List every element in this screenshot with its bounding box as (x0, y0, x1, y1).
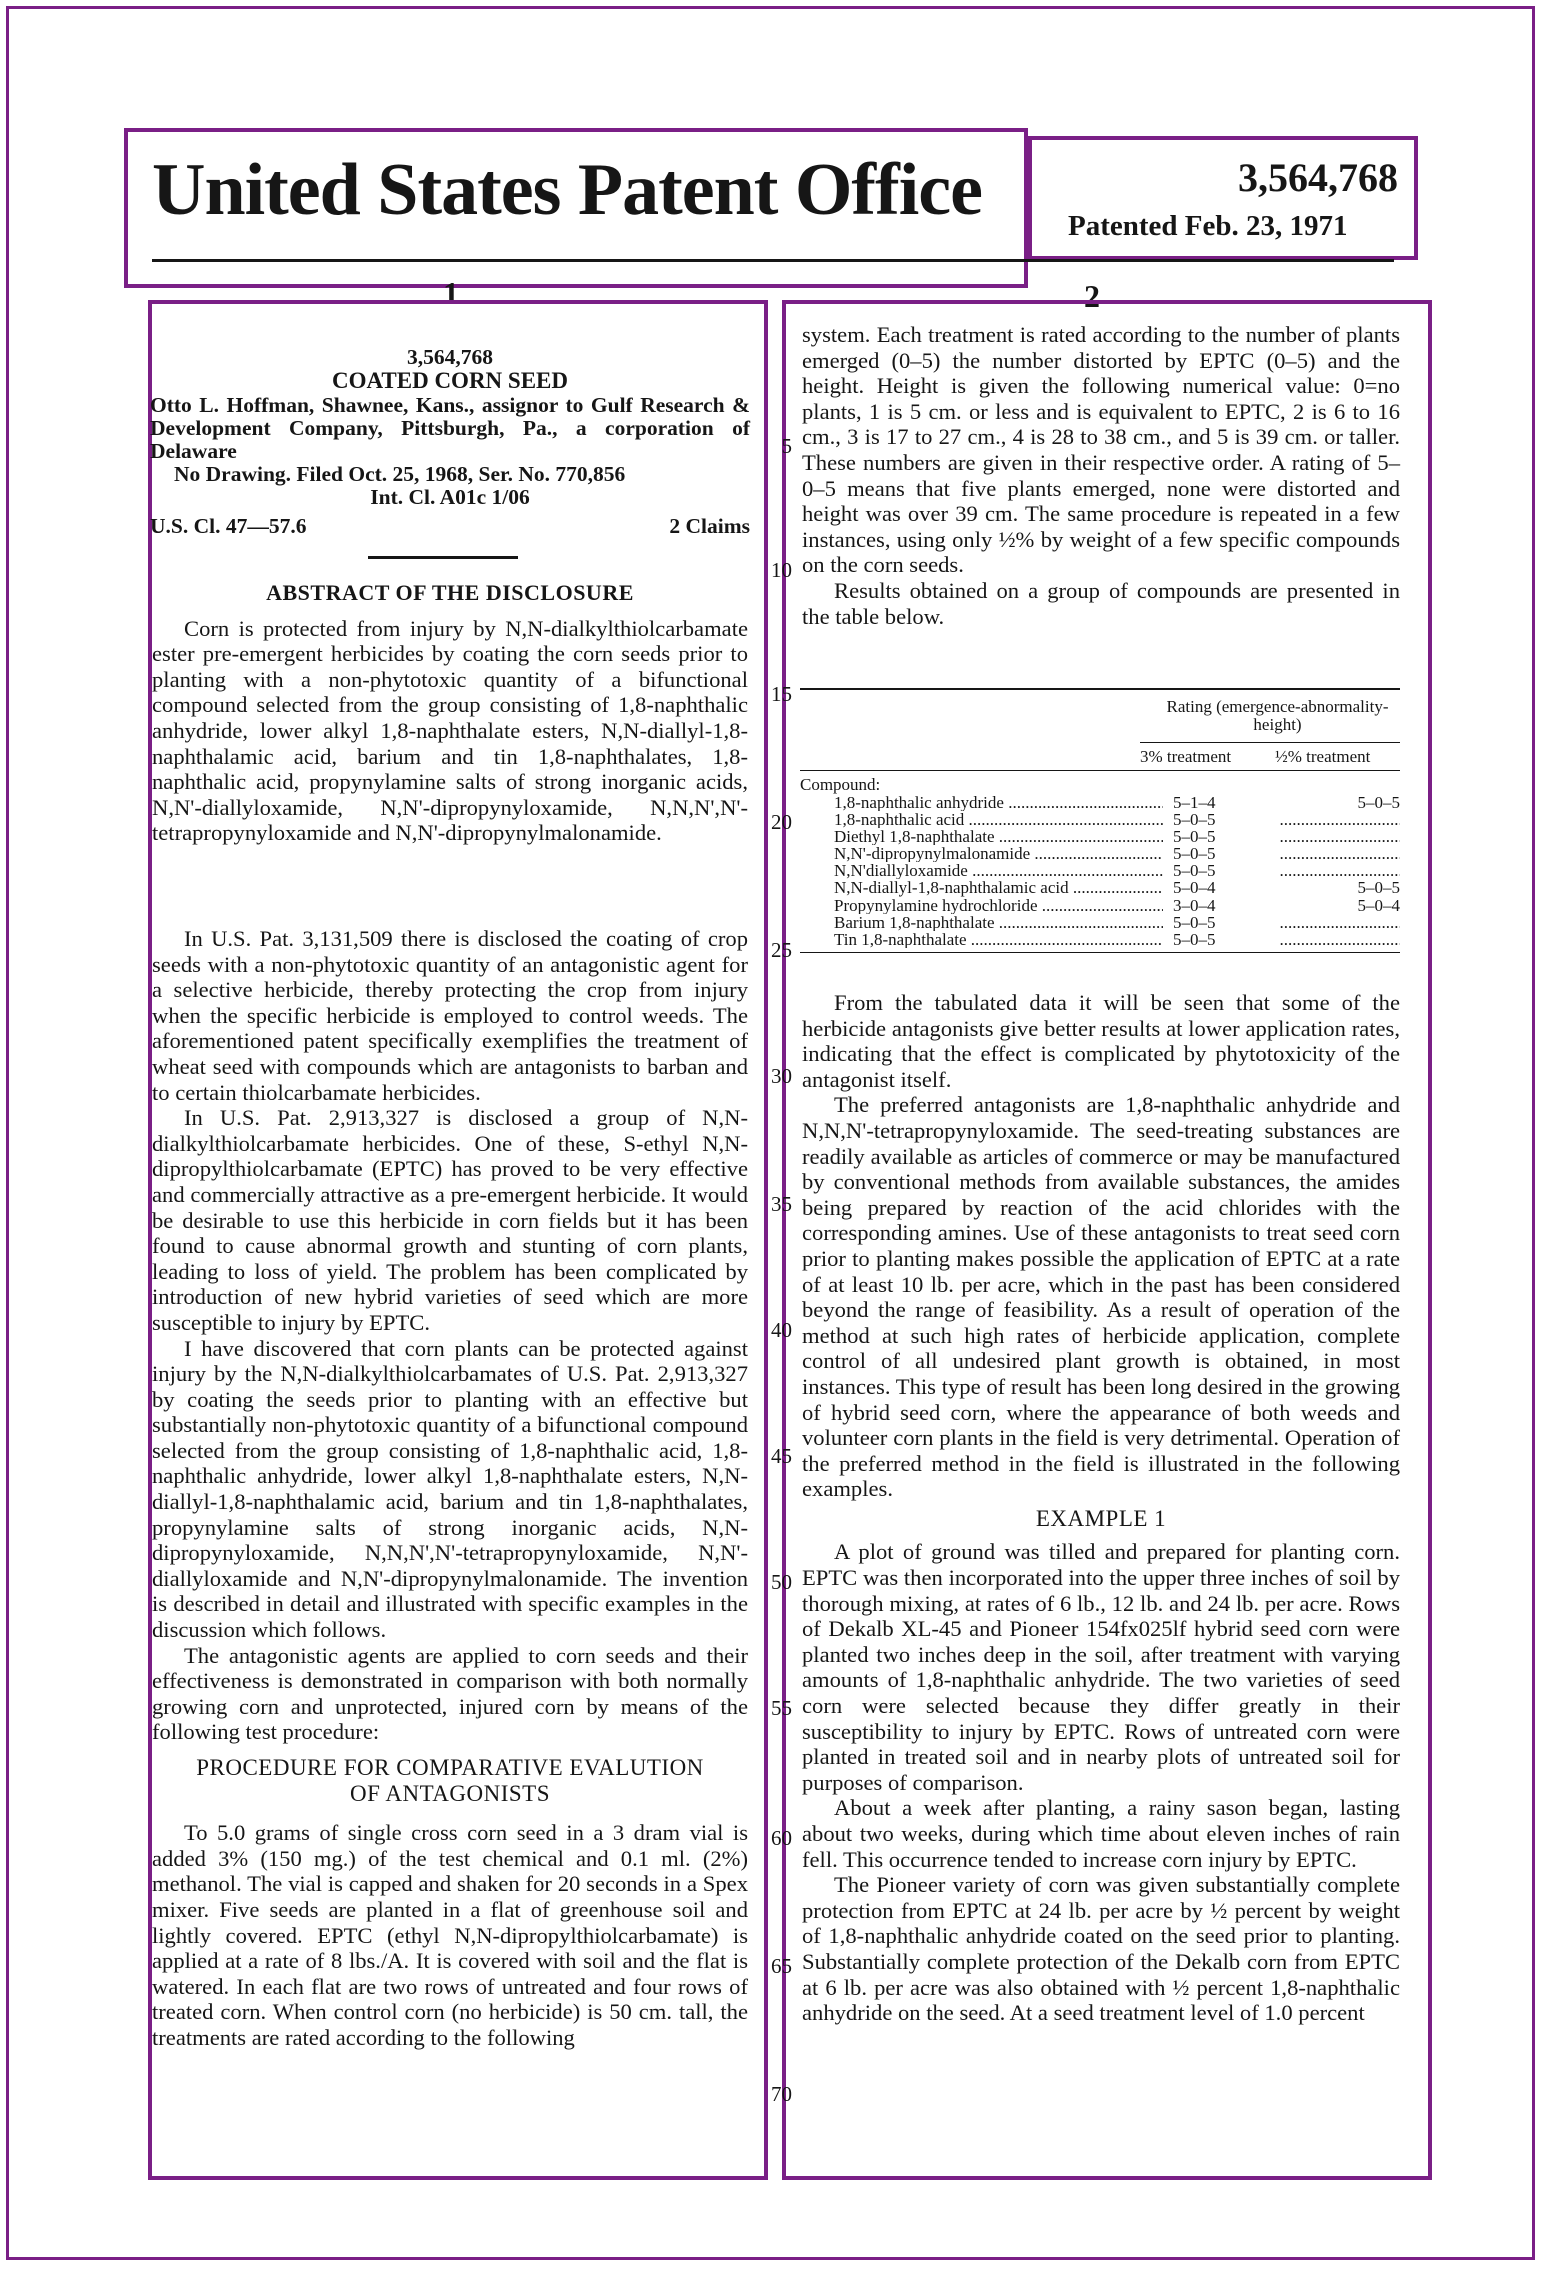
procedure-heading: PROCEDURE FOR COMPARATIVE EVALUTION OF ANTAGONISTS (196, 1755, 704, 1806)
rating-3pct: 5–0–5 (1172, 862, 1216, 880)
line-number-20: 20 (771, 810, 792, 834)
front-matter-rule (368, 556, 518, 559)
right-paragraph-2: Results obtained on a group of compounds are presented in the table below. (802, 577, 1400, 629)
abstract-block (152, 580, 748, 846)
line-number-15: 15 (771, 682, 792, 706)
rating-half-pct (1280, 862, 1400, 879)
rating-half-pct (1280, 914, 1400, 931)
front-title: COATED CORN SEED (332, 368, 568, 393)
column-number-left: 1 (443, 275, 459, 311)
header-half-pct: ½% treatment (1275, 747, 1371, 766)
line-number-30: 30 (771, 1064, 792, 1088)
table-row (834, 879, 1400, 896)
rating-half-pct (1280, 845, 1400, 862)
right-paragraph-3: From the tabulated data it will be seen that some of the herbicide antagonists give better results at lower application rates, indicating that the effect is complicated by phytotoxicity of the antagonist itself. (802, 990, 1400, 1092)
compound-label: Compound: (800, 775, 881, 794)
table-header-bottom-rule (800, 770, 1400, 771)
compound-name: Barium 1,8-naphthalate ..... (834, 914, 1163, 931)
line-number-40: 40 (771, 1318, 792, 1342)
line-number-55: 55 (771, 1696, 792, 1720)
rating-3pct: 5–0–5 (1172, 810, 1216, 828)
table-bottom-rule (800, 952, 1400, 953)
line-number-60: 60 (771, 1826, 792, 1850)
table-row (834, 914, 1400, 931)
compound-name: N,N-diallyl-1,8-naphthalamic acid ..... (834, 879, 1163, 896)
line-number-70: 70 (771, 2082, 792, 2106)
abstract-heading: ABSTRACT OF THE DISCLOSURE (266, 580, 634, 605)
right-top (802, 322, 1400, 629)
compound-name: Tin 1,8-naphthalate ..... (834, 931, 1163, 948)
example-heading: EXAMPLE 1 (1035, 1505, 1167, 1531)
rating-3pct: 5–0–5 (1172, 913, 1216, 931)
rating-3pct: 5–0–5 (1172, 845, 1216, 863)
table-row (834, 897, 1400, 914)
us-classification: U.S. Cl. 47—57.6 (150, 514, 307, 538)
left-paragraph-1: In U.S. Pat. 3,131,509 there is disclosed the coating of crop seeds with a non-phytotoxic quantity of an antagonistic agent for a selective herbicide, thereby protecting the crop from injury when the specific herbicide is employed to control weeds. The aforementioned patent specifically exemplifies the treatment of wheat seed with compounds which are antagonists to barban and to certain thiolcarbamate herbicides. (152, 926, 748, 1105)
column-number-right: 2 (1084, 278, 1100, 314)
right-paragraph-1: system. Each treatment is rated according to the number of plants emerged (0–5) the number distorted by EPTC (0–5) and the height. Height is given the following numerical value: 0=no plants, 1 is 5 cm. or less and is equivalent to EPTC, 2 is 6 to 16 cm., 3 is 17 to 27 cm., 4 is 28 to 38 cm., and 5 is 39 cm. or taller. These numbers are given in their respective order. A rating of 5–0–5 means that five plants emerged, none were distorted and height was over 39 cm. The same procedure is repeated in a few instances, using only ½% by weight of a few specific compounds on the corn seeds. (802, 322, 1400, 578)
rating-header: Rating (emergence-abnormality-height) (1166, 697, 1389, 734)
table-rows (800, 794, 1400, 949)
header-3pct: 3% treatment (1140, 747, 1232, 766)
left-paragraph-3: I have discovered that corn plants can be protected against injury by the N,N-dialkylthiolcarbamates of U.S. Pat. 2,913,327 by coating the seeds prior to planting with an effective but substantially non-phytotoxic quantity of a bifunctional compound selected from the group consisting of 1,8-naphthalic acid, 1,8-naphthalic anhydride, lower alkyl 1,8-naphthalate esters, N,N-diallyl-1,8-naphthalamic acid, barium and tin 1,8-naphthalates, propynylamine salts of strong inorganic acids, N,N-dipropynyloxamide, N,N,N',N'-tetrapropynyloxamide, N,N'-diallyloxamide and N,N'-dipropynylmalonamide. The invention is described in detail and illustrated with specific examples in the discussion which follows. (152, 1335, 748, 1643)
rating-3pct: 5–1–4 (1172, 793, 1216, 811)
line-number-35: 35 (771, 1192, 792, 1216)
right-paragraph-4: The preferred antagonists are 1,8-naphthalic anhydride and N,N,N'-tetrapropynyloxamide. The seed-treating substances are readily available as articles of commerce or may be manufactured by conventional methods from available substances, the amides being prepared by reaction of the acid chlorides with the corresponding amines. Use of these antagonists to treat seed corn prior to planting makes possible the application of EPTC at a rate of at least 10 lb. per acre, which in the past has been considered beyond the range of feasibility. As a result of operation of the method at such high rates of herbicide application, complete control of all undesired plant growth is obtained, in most instances. This type of result has been long desired in the growing of hybrid seed corn, where the appearance of both weeds and volunteer corn plants in the field is very detrimental. Operation of the preferred method in the field is illustrated in the following examples. (802, 1092, 1400, 1502)
line-number-65: 65 (771, 1954, 792, 1978)
rating-3pct: 3–0–4 (1172, 896, 1216, 914)
rating-half-pct: 5–0–5 (1357, 793, 1400, 811)
table-row (834, 862, 1400, 879)
rating-half-pct: 5–0–4 (1357, 896, 1400, 914)
left-body (152, 926, 748, 2051)
front-filing: No Drawing. Filed Oct. 25, 1968, Ser. No. 770,856 (174, 462, 626, 486)
compound-name: N,N'diallyloxamide ..... (834, 862, 1163, 879)
compound-name: Diethyl 1,8-naphthalate ..... (834, 828, 1163, 845)
rating-half-pct (1280, 931, 1400, 948)
table-row (834, 794, 1400, 811)
rating-3pct: 5–0–4 (1172, 879, 1216, 897)
line-number-45: 45 (771, 1444, 792, 1468)
abstract-text: Corn is protected from injury by N,N-dialkylthiolcarbamate ester pre-emergent herbicides by coating the corn seeds prior to planting with a non-phytotoxic quantity of a bifunctional compound selected from the group consisting of 1,8-naphthalic anhydride, lower alkyl 1,8-naphthalate esters, N,N-diallyl-1,8-naphthalamic acid, barium and tin 1,8-naphthalates, 1,8-naphthalic acid, propynylamine salts of strong inorganic acids, N,N'-diallyloxamide, N,N'-dipropynyloxamide, N,N,N',N'-tetrapropynyloxamide and N,N'-dipropynylmalonamide. (152, 615, 748, 846)
table-header-rule (1140, 742, 1400, 743)
compound-name: N,N'-dipropynylmalonamide ..... (834, 845, 1163, 862)
office-title: United States Patent Office (152, 149, 982, 231)
example-paragraph-2: About a week after planting, a rainy sason began, lasting about two weeks, during which time about eleven inches of rain fell. This occurrence tended to increase corn injury by EPTC. (802, 1795, 1400, 1872)
compound-name: 1,8-naphthalic acid ..... (834, 811, 1163, 828)
header-rule (152, 259, 1394, 262)
table-header (800, 690, 1400, 770)
left-paragraph-2: In U.S. Pat. 2,913,327 is disclosed a group of N,N-dialkylthiolcarbamate herbicides. One of these, S-ethyl N,N-dipropylthiolcarbamate (EPTC) has proved to be very effective and commercially attractive as a pre-emergent herbicide. It would be desirable to use this herbicide in corn fields but it has been found to cause abnormal growth and stunting of corn plants, leading to loss of yield. The problem has been complicated by introduction of new hybrid varieties of seed which are more susceptible to injury by EPTC. (152, 1105, 748, 1335)
line-number-50: 50 (771, 1570, 792, 1594)
results-table (800, 688, 1400, 953)
rating-3pct: 5–0–5 (1172, 931, 1216, 949)
line-number-25: 25 (771, 938, 792, 962)
rating-half-pct (1280, 828, 1400, 845)
rating-3pct: 5–0–5 (1172, 827, 1216, 846)
rating-half-pct (1280, 811, 1400, 828)
line-number-10: 10 (771, 558, 792, 582)
compound-name: 1,8-naphthalic anhydride ..... (834, 794, 1163, 811)
line-number-5: 5 (781, 434, 792, 458)
patent-date: Patented Feb. 23, 1971 (1068, 210, 1348, 242)
table-row (834, 931, 1400, 948)
front-number: 3,564,768 (407, 345, 493, 369)
table-row (834, 828, 1400, 845)
front-int-cl: Int. Cl. A01c 1/06 (370, 485, 530, 509)
table-row (834, 845, 1400, 862)
claims-count: 2 Claims (669, 514, 750, 538)
front-inventor: Otto L. Hoffman, Shawnee, Kans., assignor to Gulf Research & Development Company, Pittsburgh, Pa., a corporation of Delaware (150, 393, 750, 463)
front-matter (150, 346, 750, 538)
procedure-text: To 5.0 grams of single cross corn seed in a 3 dram vial is added 3% (150 mg.) of the test chemical and 0.1 ml. (2%) methanol. The vial is capped and shaken for 20 seconds in a Spex mixer. Five seeds are planted in a flat of greenhouse soil and lightly covered. EPTC (ethyl N,N-dipropylthiolcarbamate) is applied at a rate of 8 lbs./A. It is covered with soil and the flat is watered. In each flat are two rows of untreated and four rows of treated corn. When control corn (no herbicide) is 50 cm. tall, the treatments are rated according to the following (152, 1820, 748, 2050)
patent-number: 3,564,768 (1238, 155, 1398, 200)
table-row (834, 811, 1400, 828)
compound-name: Propynylamine hydrochloride ..... (834, 897, 1163, 914)
right-middle (802, 990, 1400, 2026)
example-paragraph-3: The Pioneer variety of corn was given substantially complete protection from EPTC at 24 lb. per acre by ½ percent by weight of 1,8-naphthalic anhydride coated on the seed prior to planting. Substantially complete protection of the Dekalb corn from EPTC at 6 lb. per acre was also obtained with ½ percent 1,8-naphthalic anhydride on the seed. At a seed treatment level of 1.0 percent (802, 1872, 1400, 2026)
rating-half-pct: 5–0–5 (1357, 879, 1400, 897)
example-paragraph-1: A plot of ground was tilled and prepared for planting corn. EPTC was then incorporated into the upper three inches of soil by thorough mixing, at rates of 6 lb., 12 lb. and 24 lb. per acre. Rows of Dekalb XL-45 and Pioneer 154fx025lf hybrid seed corn were planted two inches deep in the soil, after treatment with varying amounts of 1,8-naphthalic anhydride. The two varieties of seed corn were selected because they differ greatly in their susceptibility to injury by EPTC. Rows of untreated corn were planted in treated soil and in nearby plots of untreated soil for purposes of comparison. (802, 1539, 1400, 1795)
left-paragraph-4: The antagonistic agents are applied to corn seeds and their effectiveness is demonstrated in comparison with both normally growing corn and unprotected, injured corn by means of the following test procedure: (152, 1642, 748, 1745)
classification-row (150, 515, 750, 538)
